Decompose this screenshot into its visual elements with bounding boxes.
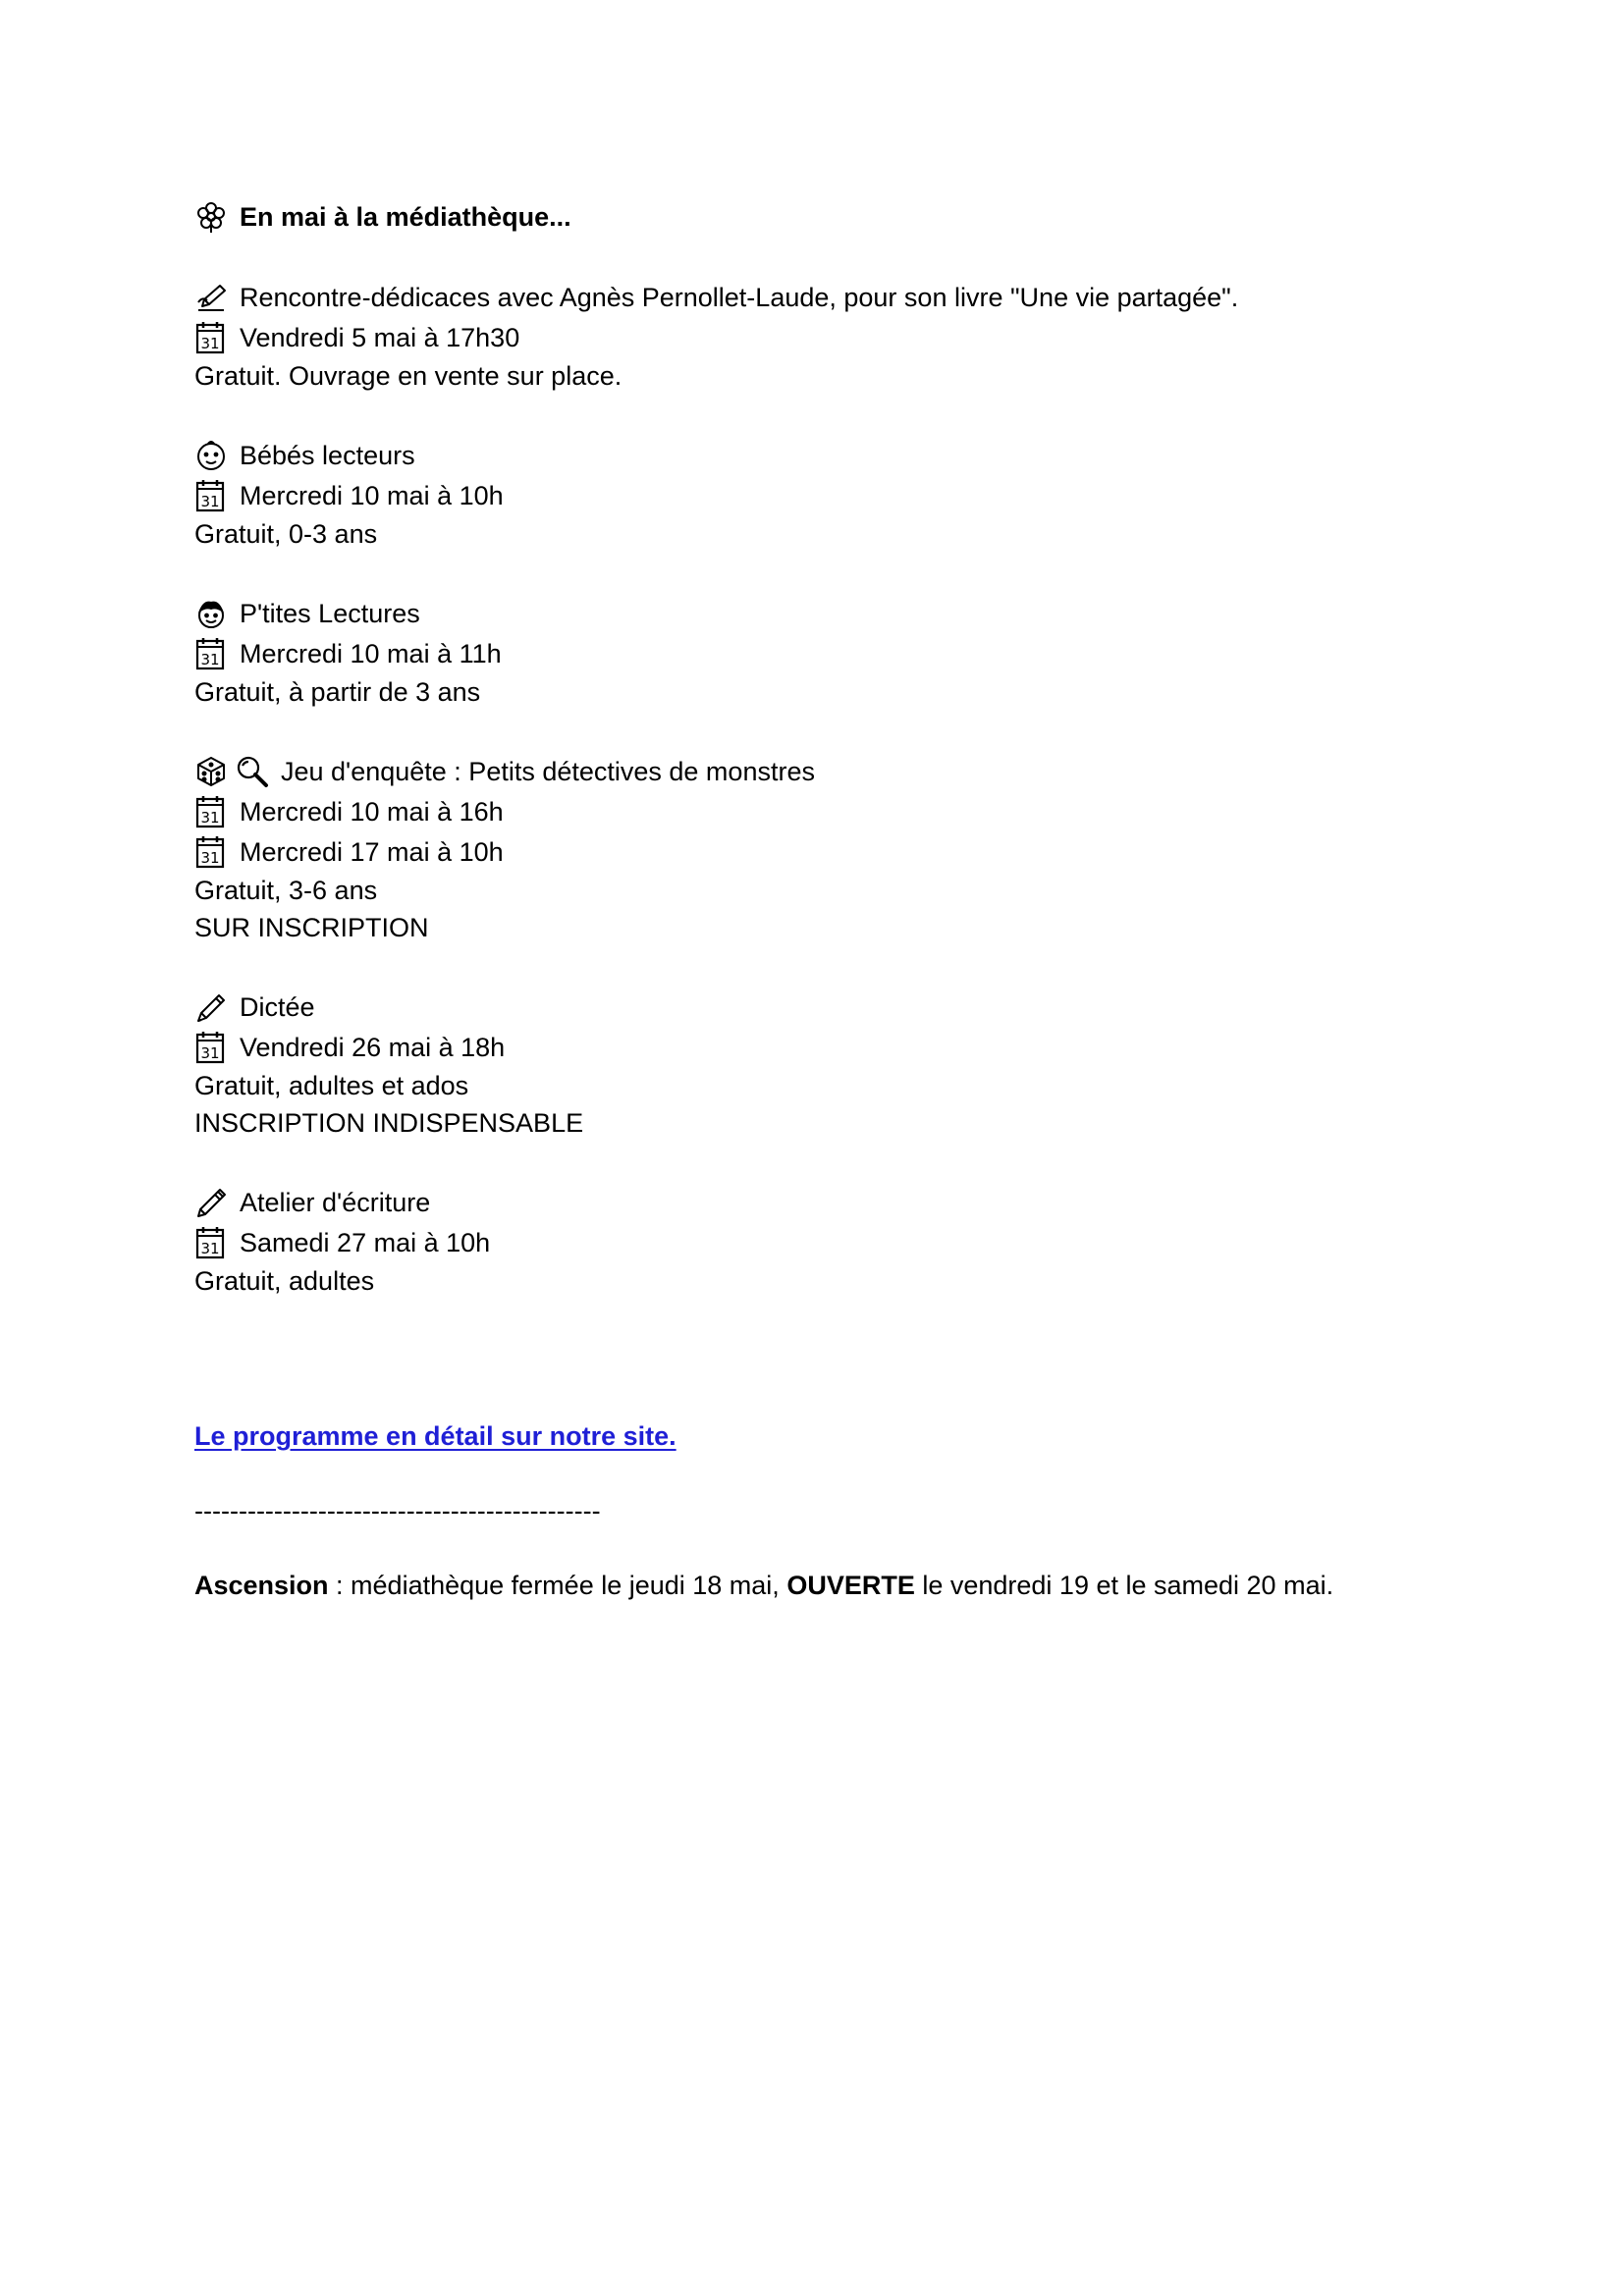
event-atelier-ecriture bbox=[194, 1182, 1471, 1300]
svg-text:31: 31 bbox=[200, 650, 220, 668]
event-ptites-lectures bbox=[194, 593, 1471, 711]
event-date: Mercredi 10 mai à 16h bbox=[240, 796, 504, 827]
calendar-icon bbox=[194, 1031, 228, 1064]
event-date-line bbox=[194, 475, 1471, 515]
notice-text-1: : médiathèque fermée le jeudi 18 mai, bbox=[328, 1571, 787, 1600]
programme-link-line bbox=[194, 1417, 1471, 1455]
event-info: Gratuit, 3-6 ans bbox=[194, 876, 378, 905]
event-date: Mercredi 17 mai à 10h bbox=[240, 836, 504, 867]
event-date-line bbox=[194, 1222, 1471, 1262]
svg-text:31: 31 bbox=[200, 334, 220, 352]
event-date-line bbox=[194, 831, 1471, 872]
event-rencontre bbox=[194, 277, 1471, 395]
event-date-line bbox=[194, 317, 1471, 357]
event-date-line bbox=[194, 1027, 1471, 1067]
svg-text:31: 31 bbox=[200, 1043, 220, 1062]
event-name: Dictée bbox=[240, 991, 315, 1022]
flower-icon bbox=[194, 200, 228, 234]
title-line bbox=[194, 196, 1471, 237]
event-info: Gratuit, à partir de 3 ans bbox=[194, 677, 481, 707]
event-name: P'tites Lectures bbox=[240, 598, 420, 628]
event-dictee bbox=[194, 987, 1471, 1142]
event-name: Rencontre-dédicaces avec Agnès Pernollet-Laude, pour son livre "Une vie partagée". bbox=[240, 282, 1239, 312]
calendar-icon bbox=[194, 637, 228, 670]
event-title-line bbox=[194, 751, 1471, 791]
calendar-icon bbox=[194, 795, 228, 828]
document-content bbox=[194, 196, 1471, 1604]
child-icon bbox=[194, 597, 228, 630]
event-title-line bbox=[194, 1182, 1471, 1222]
pen-icon bbox=[194, 990, 228, 1024]
event-title-line bbox=[194, 593, 1471, 633]
event-title-line bbox=[194, 277, 1471, 317]
calendar-icon bbox=[194, 835, 228, 869]
svg-text:31: 31 bbox=[200, 808, 220, 827]
event-date-line bbox=[194, 791, 1471, 831]
event-info: Gratuit, adultes bbox=[194, 1266, 375, 1296]
event-bebes-lecteurs bbox=[194, 435, 1471, 553]
pencil-icon bbox=[194, 1186, 228, 1219]
event-name: Bébés lecteurs bbox=[240, 440, 415, 470]
event-info: Gratuit, 0-3 ans bbox=[194, 519, 378, 549]
event-jeu-enquete bbox=[194, 751, 1471, 946]
event-info: Gratuit, adultes et ados bbox=[194, 1071, 469, 1100]
magnifier-icon bbox=[236, 755, 269, 788]
event-title-line bbox=[194, 987, 1471, 1027]
event-date: Mercredi 10 mai à 11h bbox=[240, 638, 502, 668]
event-info: SUR INSCRIPTION bbox=[194, 913, 429, 942]
event-info: Gratuit. Ouvrage en vente sur place. bbox=[194, 361, 623, 391]
page-title: En mai à la médiathèque... bbox=[240, 201, 571, 232]
calendar-icon bbox=[194, 321, 228, 354]
programme-link[interactable]: Le programme en détail sur notre site. bbox=[194, 1421, 677, 1451]
event-date-line bbox=[194, 633, 1471, 673]
baby-icon bbox=[194, 439, 228, 472]
event-name: Atelier d'écriture bbox=[240, 1187, 431, 1217]
event-name: Jeu d'enquête : Petits détectives de monstres bbox=[281, 756, 815, 786]
svg-text:31: 31 bbox=[200, 492, 220, 510]
ascension-notice bbox=[194, 1567, 1471, 1604]
calendar-icon bbox=[194, 479, 228, 512]
event-date: Samedi 27 mai à 10h bbox=[240, 1227, 491, 1257]
event-date: Vendredi 5 mai à 17h30 bbox=[240, 322, 520, 352]
event-info: INSCRIPTION INDISPENSABLE bbox=[194, 1108, 584, 1138]
svg-text:31: 31 bbox=[200, 1239, 220, 1257]
writing-hand-icon bbox=[194, 281, 228, 314]
calendar-icon bbox=[194, 1226, 228, 1259]
event-date: Mercredi 10 mai à 10h bbox=[240, 480, 504, 510]
notice-text-2: le vendredi 19 et le samedi 20 mai. bbox=[914, 1571, 1334, 1600]
svg-text:31: 31 bbox=[200, 848, 220, 867]
notice-emphasis: OUVERTE bbox=[786, 1571, 915, 1600]
notice-lead: Ascension bbox=[194, 1571, 329, 1600]
event-title-line bbox=[194, 435, 1471, 475]
text-divider: ---------------------------------------------- bbox=[194, 1496, 601, 1525]
event-date: Vendredi 26 mai à 18h bbox=[240, 1032, 506, 1062]
dice-icon bbox=[194, 755, 228, 788]
